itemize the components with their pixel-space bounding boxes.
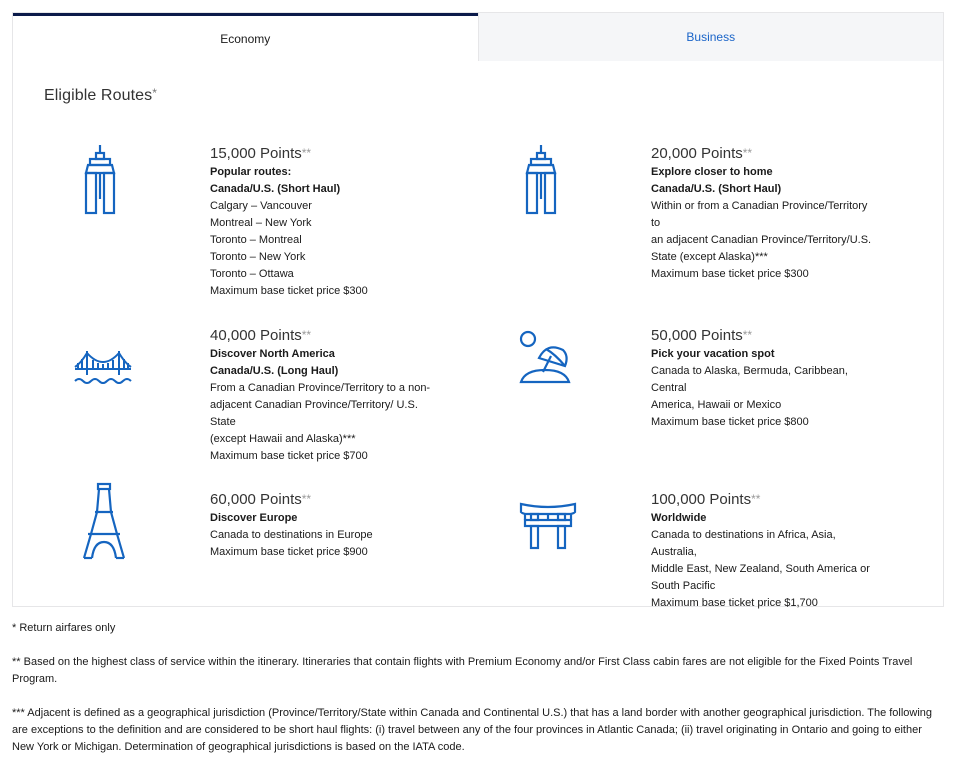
route-line: From a Canadian Province/Territory to a non- [210, 382, 431, 394]
route-heading: Explore closer to home [651, 166, 773, 178]
route-line: South Pacific [651, 580, 716, 592]
route-heading: Worldwide [651, 512, 707, 524]
tab-economy[interactable]: Economy [13, 13, 478, 61]
footnotes [12, 620, 942, 766]
route-points: 60,000 Points** [210, 491, 312, 508]
route-points: 50,000 Points** [651, 327, 753, 344]
footnote-adjacent-definition: *** Adjacent is defined as a geographical jurisdiction (Province/Territory/State within Canada and Continental U.S.) that has a land border with another geographical jurisdiction. The following are exceptions to the definition and are considered to be short haul flights: (i) travel between any of the four provinces in Atlantic Canada; (ii) travel originating in Ontario and going to either New York or Michigan. Determination of geographical jurisdictions is based on the IATA code. [12, 707, 933, 753]
bridge-icon [73, 347, 133, 387]
route-max-price: Maximum base ticket price $300 [210, 285, 368, 297]
eiffel-tower-icon [82, 482, 126, 560]
route-max-price: Maximum base ticket price $900 [210, 546, 368, 558]
beach-umbrella-icon [517, 328, 573, 384]
route-line: America, Hawaii or Mexico [651, 399, 782, 411]
route-points: 40,000 Points** [210, 327, 312, 344]
section-title-text: Eligible Routes [44, 87, 153, 104]
route-max-price: Maximum base ticket price $1,700 [651, 597, 818, 609]
route-line: Toronto – Montreal [210, 234, 302, 246]
route-subheading: Canada/U.S. (Short Haul) [210, 183, 341, 195]
skyscraper-icon [519, 143, 563, 215]
section-title-marker: * [152, 86, 158, 100]
route-line: Within or from a Canadian Province/Territory to [651, 200, 868, 229]
route-line: Middle East, New Zealand, South America or [651, 563, 870, 575]
route-heading: Pick your vacation spot [651, 348, 775, 360]
route-points: 100,000 Points** [651, 491, 761, 508]
route-heading: Popular routes: [210, 166, 292, 178]
route-max-price: Maximum base ticket price $300 [651, 268, 809, 280]
route-line: adjacent Canadian Province/Territory/ U.S. State [210, 399, 418, 428]
route-line: Canada to Alaska, Bermuda, Caribbean, Central [651, 365, 848, 394]
route-heading: Discover Europe [210, 512, 298, 524]
route-points: 15,000 Points** [210, 145, 312, 162]
route-line: Calgary – Vancouver [210, 200, 312, 212]
route-line: Canada to destinations in Europe [210, 529, 373, 541]
fare-class-tabs-panel [12, 12, 944, 607]
route-max-price: Maximum base ticket price $700 [210, 450, 368, 462]
route-heading: Discover North America [210, 348, 335, 360]
eligible-routes-title [44, 87, 157, 105]
route-points: 20,000 Points** [651, 145, 753, 162]
route-line: an adjacent Canadian Province/Territory/U.S. [651, 234, 872, 246]
torii-gate-icon [519, 502, 577, 550]
route-line: Toronto – New York [210, 251, 306, 263]
route-subheading: Canada/U.S. (Long Haul) [210, 365, 339, 377]
route-line: Canada to destinations in Africa, Asia, Australia, [651, 529, 836, 558]
skyscraper-icon [78, 143, 122, 215]
footnote-return-airfares: * Return airfares only [12, 622, 116, 634]
route-line: (except Hawaii and Alaska)*** [210, 433, 356, 445]
route-line: State (except Alaska)*** [651, 251, 768, 263]
route-line: Montreal – New York [210, 217, 312, 229]
tab-business[interactable]: Business [478, 13, 944, 61]
footnote-class-of-service: ** Based on the highest class of service within the itinerary. Itineraries that contain flights with Premium Economy and/or First Class cabin fares are not eligible for the Fixed Points Travel Program. [12, 656, 913, 685]
route-max-price: Maximum base ticket price $800 [651, 416, 809, 428]
route-line: Toronto – Ottawa [210, 268, 294, 280]
tab-bar [13, 13, 943, 61]
route-subheading: Canada/U.S. (Short Haul) [651, 183, 782, 195]
